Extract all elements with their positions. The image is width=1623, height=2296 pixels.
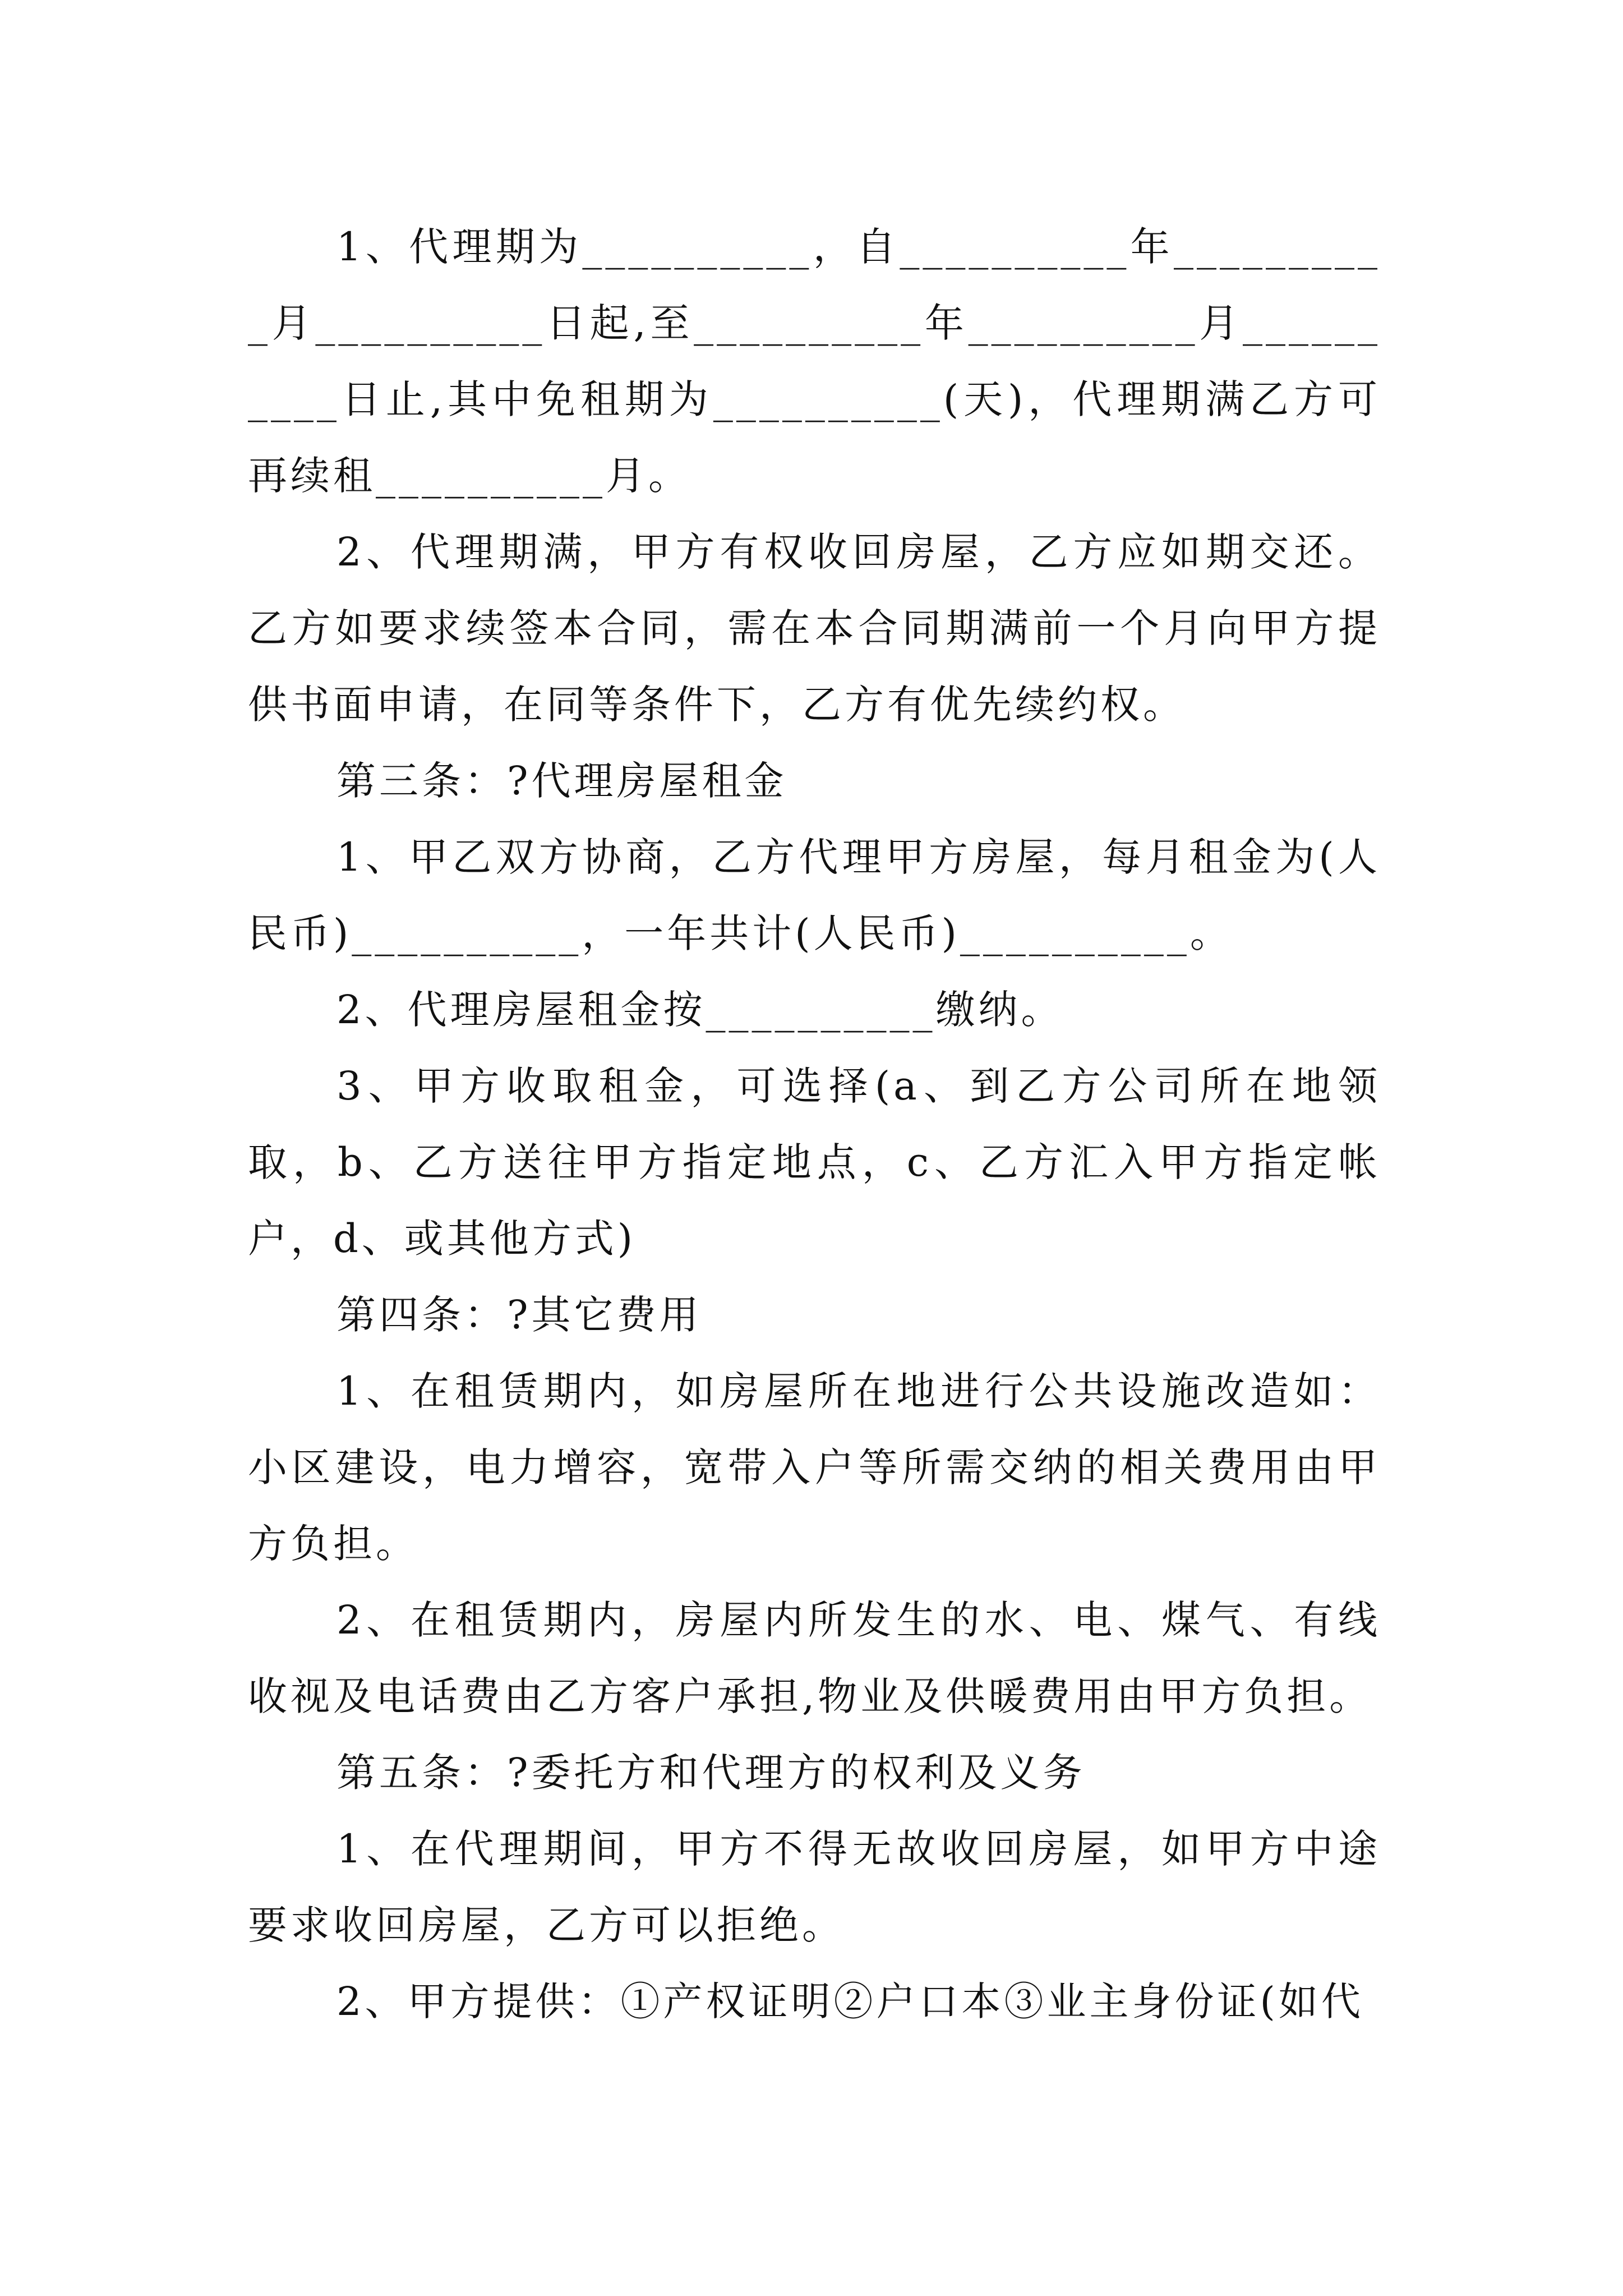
paragraph-rent-collection: 3、甲方收取租金，可选择(a、到乙方公司所在地领取，b、乙方送往甲方指定地点，c、乙方汇入甲方指定帐户，d、或其他方式) — [248, 1063, 1381, 1262]
paragraph-utilities: 2、在租赁期内，房屋内所发生的水、电、煤气、有线收视及电话费由乙方客户承担,物业及供暖费用由甲方负担。 — [248, 1597, 1381, 1719]
paragraph-rent-amount: 1、甲乙双方协商，乙方代理甲方房屋，每月租金为(人民币)__________，一年共计(人民币)__________。 — [248, 834, 1381, 956]
paragraph-no-recall: 1、在代理期间，甲方不得无故收回房屋，如甲方中途要求收回房屋，乙方可以拒绝。 — [248, 1826, 1381, 1948]
heading-article-4: 第四条：?其它费用 — [336, 1292, 702, 1338]
paragraph-agency-expiry: 2、代理期满，甲方有权收回房屋，乙方应如期交还。乙方如要求续签本合同，需在本合同期满前一个月向甲方提供书面申请，在同等条件下，乙方有优先续约权。 — [248, 529, 1381, 728]
paragraph-public-facilities: 1、在租赁期内，如房屋所在地进行公共设施改造如：小区建设，电力增容，宽带入户等所需交纳的相关费用由甲方负担。 — [248, 1368, 1381, 1567]
heading-article-5: 第五条：?委托方和代理方的权利及义务 — [336, 1750, 1086, 1796]
paragraph-documents: 2、甲方提供：①产权证明②户口本③业主身份证(如代 — [336, 1978, 1364, 2024]
paragraph-agency-period: 1、代理期为__________，自__________年__________月__________日起,至__________年__________月__________日止,其中免租期为__________(天)，代理期满乙方可再续租__________月。 — [248, 224, 1381, 499]
document-body — [248, 209, 1381, 2040]
paragraph-rent-payment: 2、代理房屋租金按__________缴纳。 — [336, 987, 1064, 1033]
heading-article-3: 第三条：?代理房屋租金 — [336, 758, 787, 804]
